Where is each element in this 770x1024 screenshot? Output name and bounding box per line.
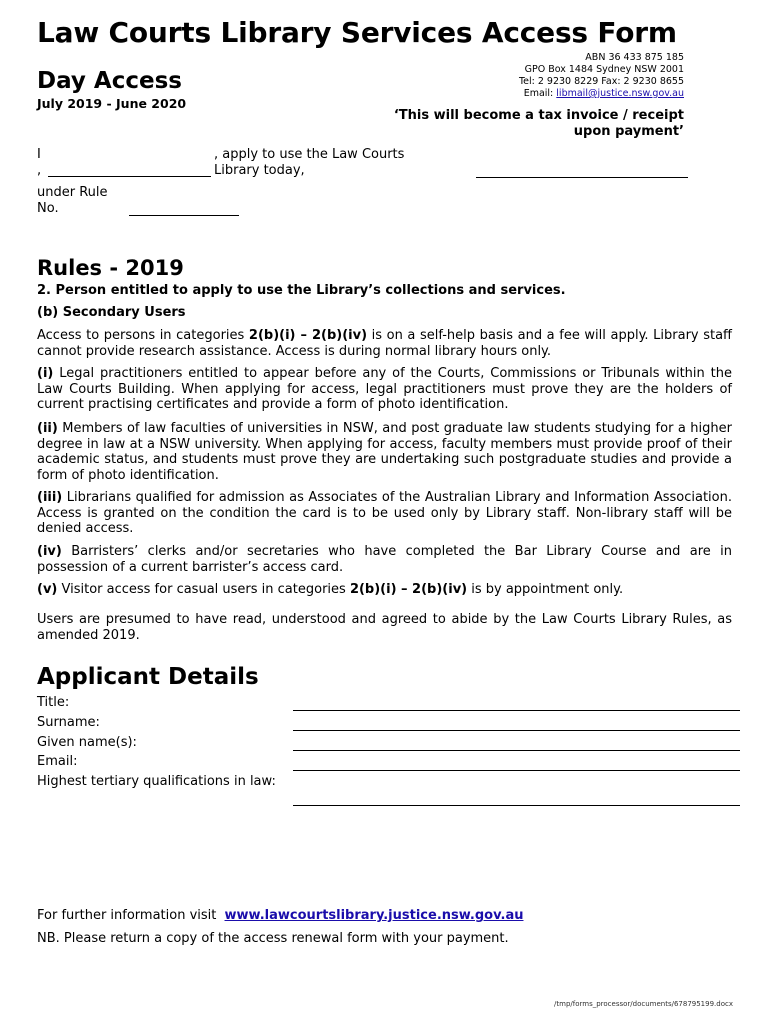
email-link[interactable]: libmail@justice.nsw.gov.au xyxy=(556,88,684,99)
category-iii: (iii) Librarians qualified for admission as Associates of the Australian Library and Information Association. Access is granted on the condition the card is to be used only by Library staff. Non-library staff will be denied access. xyxy=(37,490,732,536)
access-paragraph: Access to persons in categories 2(b)(i) – 2(b)(iv) is on a self-help basis and a fee will apply. Library staff cannot provide research assistance. Access is during normal library hours only. xyxy=(37,328,733,359)
further-info-text: For further information visit xyxy=(37,908,217,923)
secondary-users-heading: (b) Secondary Users xyxy=(37,305,186,320)
title-label: Title: xyxy=(37,695,70,710)
email-input-line[interactable] xyxy=(293,770,740,771)
section-heading: 2. Person entitled to apply to use the Library’s collections and services. xyxy=(37,283,566,298)
email-label: Email: xyxy=(523,88,554,99)
applicant-name-line[interactable] xyxy=(48,176,211,177)
category-iv: (iv) Barristers’ clerks and/or secretaries who have completed the Bar Library Course and are in possession of a current barrister’s access card. xyxy=(37,544,732,575)
period: July 2019 - June 2020 xyxy=(37,96,187,111)
title-input-line[interactable] xyxy=(293,710,740,711)
further-info xyxy=(37,908,523,923)
signature-line[interactable] xyxy=(476,177,688,178)
declaration-comma: , xyxy=(37,163,42,178)
rule-text-2: No. xyxy=(37,201,59,216)
surname-label: Surname: xyxy=(37,715,100,730)
postal-address: GPO Box 1484 Sydney NSW 2001 xyxy=(524,64,684,75)
email-row xyxy=(519,88,684,100)
subtitle: Day Access xyxy=(37,68,182,94)
phone-fax: Tel: 2 9230 8229 Fax: 2 9230 8655 xyxy=(518,76,684,87)
presumed-paragraph: Users are presumed to have read, understood and agreed to abide by the Law Courts Library Rules, as amended 2019. xyxy=(37,612,732,643)
declaration-text-1: , apply to use the Law Courts xyxy=(214,147,405,162)
qualifications-input-line[interactable] xyxy=(293,805,740,806)
tax-invoice-notice xyxy=(354,108,684,140)
declaration-i: I xyxy=(37,147,41,162)
contact-block xyxy=(519,52,684,100)
rule-text-1: under Rule xyxy=(37,185,108,200)
applicant-heading: Applicant Details xyxy=(37,664,259,690)
given-names-label: Given name(s): xyxy=(37,735,137,750)
tax-notice-line-1: ‘This will become a tax invoice / receipt xyxy=(393,108,684,123)
tax-notice-line-2: upon payment’ xyxy=(573,124,684,139)
abn: ABN 36 433 875 185 xyxy=(585,52,684,63)
given-names-input-line[interactable] xyxy=(293,750,740,751)
nb-note: NB. Please return a copy of the access renewal form with your payment. xyxy=(37,931,509,946)
declaration-text-2: Library today, xyxy=(214,163,305,178)
file-path: /tmp/forms_processor/documents/678795199.docx xyxy=(554,1000,733,1008)
category-v: (v) Visitor access for casual users in categories 2(b)(i) – 2(b)(iv) is by appointment only. xyxy=(37,582,624,597)
rule-number-line[interactable] xyxy=(129,215,239,216)
email-label: Email: xyxy=(37,754,78,769)
category-i: (i) Legal practitioners entitled to appear before any of the Courts, Commissions or Tribunals within the Law Courts Building. When applying for access, legal practitioners must prove they are the holders of current practising certificates and provide a form of photo identification. xyxy=(37,366,732,412)
rules-heading: Rules - 2019 xyxy=(37,256,184,280)
surname-input-line[interactable] xyxy=(293,730,740,731)
form-title: Law Courts Library Services Access Form xyxy=(37,16,677,49)
qualifications-label: Highest tertiary qualifications in law: xyxy=(37,774,276,789)
category-ii: (ii) Members of law faculties of universities in NSW, and post graduate law students studying for a higher degree in law at a NSW university. When applying for access, faculty members must provide proof of their academic status, and students must prove they are undertaking such postgraduate studies and provide a form of photo identification. xyxy=(37,421,732,483)
library-website-link[interactable]: www.lawcourtslibrary.justice.nsw.gov.au xyxy=(224,908,524,923)
